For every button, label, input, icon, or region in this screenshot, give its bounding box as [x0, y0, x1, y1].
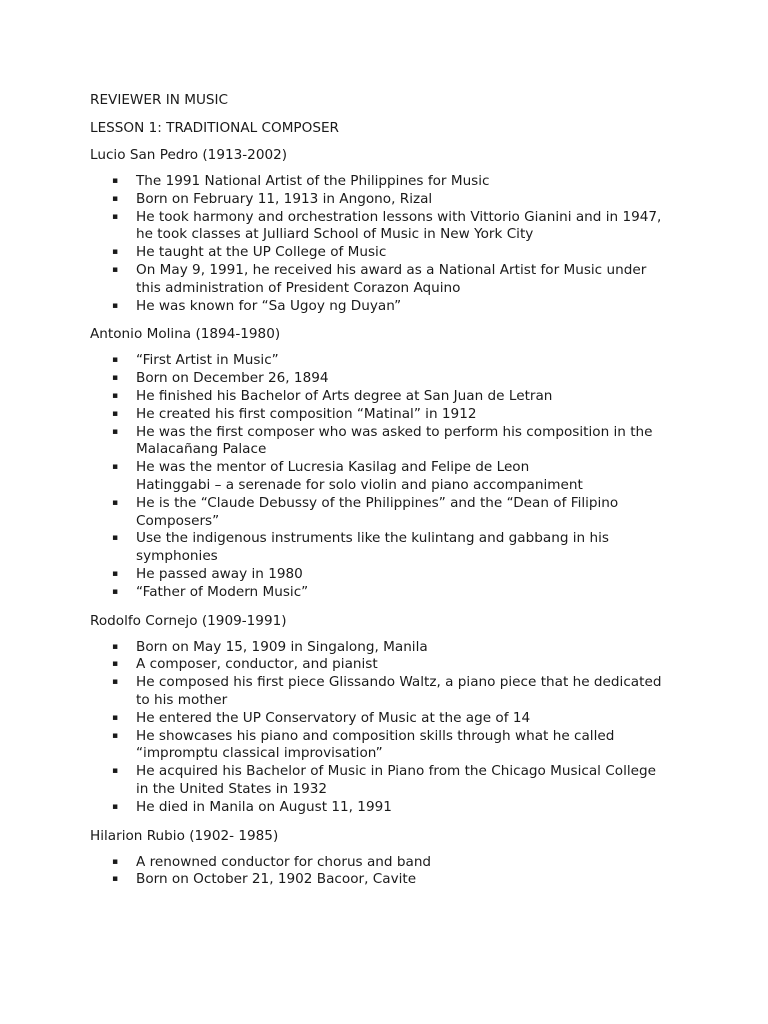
- list-item-text: symphonies: [136, 548, 218, 565]
- bullet-icon: ▪: [112, 856, 119, 867]
- bullet-icon: ▪: [112, 211, 119, 222]
- bullet-icon: ▪: [112, 426, 119, 437]
- lesson-heading: LESSON 1: TRADITIONAL COMPOSER: [90, 120, 339, 136]
- list-item: [90, 244, 690, 262]
- bullet-icon: ▪: [112, 641, 119, 652]
- document-title: REVIEWER IN MUSIC: [90, 92, 229, 108]
- list-item-text: He died in Manila on August 11, 1991: [136, 798, 392, 815]
- bullet-list: [90, 352, 690, 601]
- sections-container: [90, 146, 690, 889]
- list-item: [90, 763, 690, 799]
- bullet-list: [90, 173, 690, 315]
- list-item: [90, 495, 690, 531]
- list-item-text: On May 9, 1991, he received his award as a National Artist for Music under: [136, 261, 647, 278]
- bullet-icon: ▪: [112, 874, 119, 885]
- bullet-icon: ▪: [112, 712, 119, 723]
- list-item: [90, 262, 690, 298]
- list-item-text: He took harmony and orchestration lessons with Vittorio Gianini and in 1947,: [136, 208, 662, 225]
- list-item-text: He finished his Bachelor of Arts degree at San Juan de Letran: [136, 387, 553, 404]
- list-item-text: He was the mentor of Lucresia Kasilag and Felipe de Leon: [136, 459, 530, 476]
- bullet-icon: ▪: [112, 659, 119, 670]
- bullet-icon: ▪: [112, 264, 119, 275]
- list-item-text: Born on December 26, 1894: [136, 370, 329, 387]
- list-item: [90, 728, 690, 764]
- list-item-text: He composed his first piece Glissando Waltz, a piano piece that he dedicated: [136, 674, 662, 691]
- list-item-text: The 1991 National Artist of the Philippines for Music: [136, 173, 490, 189]
- bullet-icon: ▪: [112, 586, 119, 597]
- bullet-icon: ▪: [112, 355, 119, 366]
- list-item-text: “Father of Modern Music”: [136, 583, 309, 600]
- section-heading: Antonio Molina (1894-1980): [90, 326, 281, 343]
- list-item-text: this administration of President Corazon Aquino: [136, 279, 461, 296]
- list-item: [90, 656, 690, 674]
- list-item: [90, 298, 690, 316]
- list-item: [90, 370, 690, 388]
- list-item: [90, 209, 690, 245]
- bullet-icon: ▪: [112, 193, 119, 204]
- bullet-icon: ▪: [112, 247, 119, 258]
- list-item-text: Born on May 15, 1909 in Singalong, Manila: [136, 638, 428, 655]
- bullet-icon: ▪: [112, 300, 119, 311]
- bullet-icon: ▪: [112, 568, 119, 579]
- list-item-text: Use the indigenous instruments like the kulintang and gabbang in his: [136, 530, 609, 547]
- list-item: [90, 799, 690, 817]
- list-item-text: He was known for “Sa Ugoy ng Duyan”: [136, 297, 402, 314]
- list-item-text: He entered the UP Conservatory of Music at the age of 14: [136, 709, 531, 726]
- list-item: [90, 388, 690, 406]
- list-item: [90, 854, 690, 872]
- list-item-text: He taught at the UP College of Music: [136, 244, 387, 261]
- list-item: [90, 459, 690, 495]
- bullet-icon: ▪: [112, 176, 119, 186]
- list-item-text: in the United States in 1932: [136, 780, 328, 797]
- list-item-text: He passed away in 1980: [136, 565, 303, 582]
- bullet-icon: ▪: [112, 408, 119, 419]
- list-item: [90, 191, 690, 209]
- list-item: [90, 871, 690, 889]
- list-item-text: He acquired his Bachelor of Music in Piano from the Chicago Musical College: [136, 763, 657, 780]
- list-item-text: He was the first composer who was asked to perform his composition in the: [136, 423, 653, 440]
- list-item: [90, 566, 690, 584]
- list-item-text: “impromptu classical improvisation”: [136, 745, 383, 762]
- list-item: [90, 173, 690, 191]
- list-item-text: A renowned conductor for chorus and band: [136, 853, 432, 870]
- list-item-text: to his mother: [136, 691, 228, 708]
- list-item: [90, 674, 690, 710]
- bullet-list: [90, 639, 690, 817]
- bullet-icon: ▪: [112, 801, 119, 812]
- section-heading: Lucio San Pedro (1913-2002): [90, 147, 288, 163]
- bullet-icon: ▪: [112, 497, 119, 508]
- list-item-text: Hatinggabi – a serenade for solo violin and piano accompaniment: [136, 476, 583, 493]
- list-item-text: “First Artist in Music”: [136, 352, 279, 369]
- section-heading: Hilarion Rubio (1902- 1985): [90, 827, 279, 844]
- list-item-text: Malacañang Palace: [136, 441, 267, 458]
- list-item-text: He showcases his piano and composition skills through what he called: [136, 727, 615, 744]
- bullet-icon: ▪: [112, 373, 119, 384]
- bullet-list: [90, 854, 690, 890]
- list-item: [90, 710, 690, 728]
- list-item: [90, 639, 690, 657]
- bullet-icon: ▪: [112, 533, 119, 544]
- bullet-icon: ▪: [112, 462, 119, 473]
- list-item: [90, 352, 690, 370]
- bullet-icon: ▪: [112, 766, 119, 777]
- list-item-text: Born on February 11, 1913 in Angono, Rizal: [136, 190, 433, 207]
- list-item: [90, 584, 690, 602]
- list-item-text: A composer, conductor, and pianist: [136, 656, 378, 673]
- list-item-text: Born on October 21, 1902 Bacoor, Cavite: [136, 871, 417, 888]
- bullet-icon: ▪: [112, 390, 119, 401]
- section-heading: Rodolfo Cornejo (1909-1991): [90, 612, 287, 629]
- list-item-text: He is the “Claude Debussy of the Philippines” and the “Dean of Filipino: [136, 494, 619, 511]
- list-item-text: he took classes at Julliard School of Music in New York City: [136, 226, 534, 243]
- list-item: [90, 424, 690, 460]
- list-item: [90, 406, 690, 424]
- bullet-icon: ▪: [112, 730, 119, 741]
- bullet-icon: ▪: [112, 677, 119, 688]
- list-item-text: He created his first composition “Matinal” in 1912: [136, 405, 477, 422]
- list-item: [90, 530, 690, 566]
- document-page: [90, 91, 690, 899]
- list-item-text: Composers”: [136, 512, 220, 529]
